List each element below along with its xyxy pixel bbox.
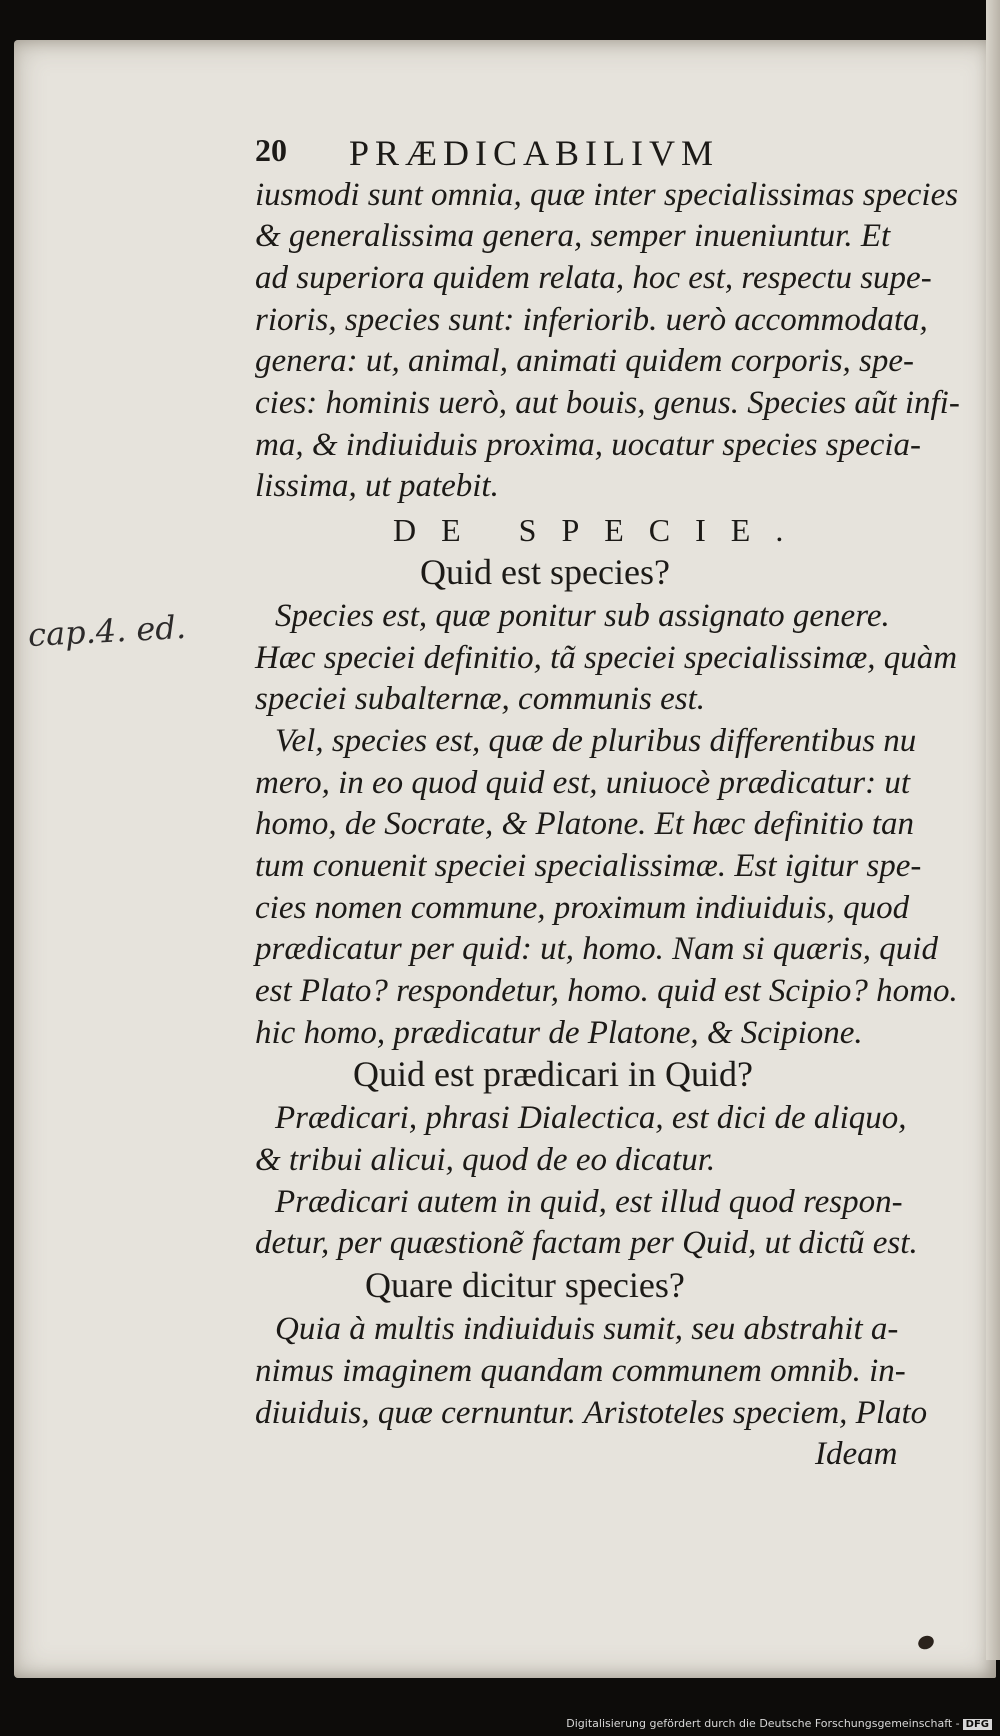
handwritten-margin-note: cap.4. ed. (27, 607, 187, 655)
section-heading: DE SPECIE. (393, 512, 809, 548)
text-line: detur, per quæstionẽ factam per Quid, ut dictũ est. (255, 1225, 918, 1261)
text-line: cies nomen commune, proximum indiuiduis, quod (255, 890, 910, 926)
text-line: nimus imaginem quandam communem omnib. in- (255, 1353, 906, 1389)
text-line: prædicatur per quid: ut, homo. Nam si quæris, quid (255, 931, 938, 967)
text-line: mero, in eo quod quid est, uniuocè prædicatur: ut (255, 765, 911, 801)
text-line: iusmodi sunt omnia, quæ inter specialissimas species (255, 177, 959, 213)
text-line: tum conuenit speciei specialissimæ. Est igitur spe- (255, 848, 922, 884)
text-line: lissima, ut patebit. (255, 468, 499, 504)
footer-text: Digitalisierung gefördert durch die Deutsche Forschungsgemeinschaft - (566, 1717, 960, 1730)
text-line: hic homo, prædicatur de Platone, & Scipione. (255, 1015, 863, 1051)
text-line: ma, & indiuiduis proxima, uocatur species specia- (255, 427, 922, 463)
text-line: speciei subalternæ, communis est. (255, 681, 706, 717)
text-line: cies: hominis uerò, aut bouis, genus. Species aũt infi- (255, 385, 960, 421)
catchword: Ideam (815, 1436, 898, 1472)
text-line: Hæc speciei definitio, tã speciei specialissimæ, quàm (255, 640, 958, 676)
page-number: 20 (255, 132, 287, 168)
text-line: Prædicari, phrasi Dialectica, est dici de aliquo, (275, 1100, 907, 1136)
text-line: Quia à multis indiuiduis sumit, seu abstrahit a- (275, 1311, 899, 1347)
page-edge (986, 0, 1000, 1660)
text-line: diuiduis, quæ cernuntur. Aristoteles speciem, Plato (255, 1395, 928, 1431)
text-line: Vel, species est, quæ de pluribus differentibus nu (275, 723, 917, 759)
text-line: Species est, quæ ponitur sub assignato genere. (275, 598, 890, 634)
page-header (255, 132, 935, 176)
text-line: genera: ut, animal, animati quidem corporis, spe- (255, 343, 915, 379)
text-line: est Plato? respondetur, homo. quid est Scipio? homo. (255, 973, 958, 1009)
digitization-footer (566, 1717, 992, 1730)
text-line: rioris, species sunt: inferiorib. uerò accommodata, (255, 302, 928, 338)
dfg-logo: DFG (963, 1719, 992, 1730)
text-line: & generalissima genera, semper inueniuntur. Et (255, 218, 891, 254)
question-heading: Quid est prædicari in Quid? (353, 1054, 753, 1094)
text-line: & tribui alicui, quod de eo dicatur. (255, 1142, 716, 1178)
running-title: PRÆDICABILIVM (349, 133, 720, 173)
question-heading: Quare dicitur species? (365, 1265, 685, 1305)
question-heading: Quid est species? (420, 552, 670, 592)
text-line: Prædicari autem in quid, est illud quod respon- (275, 1184, 903, 1220)
text-line: homo, de Socrate, & Platone. Et hæc definitio tan (255, 806, 914, 842)
text-line: ad superiora quidem relata, hoc est, respectu supe- (255, 260, 932, 296)
